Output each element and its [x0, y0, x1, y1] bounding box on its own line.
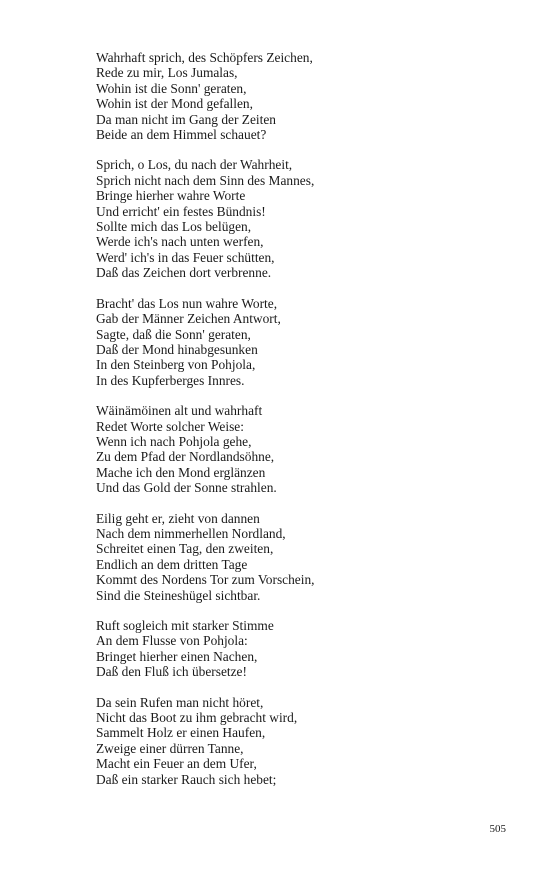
stanza — [96, 296, 496, 388]
poem-line: Bringe hierher wahre Worte — [96, 188, 246, 204]
poem-line: Werd' ich's in das Feuer schütten, — [96, 249, 275, 265]
poem-line: Und das Gold der Sonne strahlen. — [96, 480, 277, 496]
poem-line: Sagte, daß die Sonn' geraten, — [96, 326, 251, 342]
poem-line: Und erricht' ein festes Bündnis! — [96, 203, 266, 219]
poem-line: Bringet hierher einen Nachen, — [96, 648, 258, 664]
poem-line: In des Kupferberges Innres. — [96, 372, 245, 388]
poem-line: Eilig geht er, zieht von dannen — [96, 510, 260, 526]
poem-line: Wäinämöinen alt und wahrhaft — [96, 403, 263, 419]
poem-line: Mache ich den Mond erglänzen — [96, 464, 266, 480]
stanza — [96, 157, 496, 280]
poem-line: Sprich nicht nach dem Sinn des Mannes, — [96, 172, 315, 188]
poem-line: Wohin ist der Mond gefallen, — [96, 96, 253, 112]
poem-line: Sprich, o Los, du nach der Wahrheit, — [96, 157, 293, 173]
poem-line: Schreitet einen Tag, den zweiten, — [96, 541, 274, 557]
stanza — [96, 511, 496, 603]
poem-line: Sollte mich das Los belügen, — [96, 219, 252, 235]
poem-line: Werde ich's nach unten werfen, — [96, 234, 264, 250]
poem-body — [96, 50, 496, 802]
poem-line: Daß ein starker Rauch sich hebet; — [96, 771, 277, 787]
poem-line: In den Steinberg von Pohjola, — [96, 357, 256, 373]
poem-line: Daß der Mond hinabgesunken — [96, 341, 258, 357]
poem-line: Ruft sogleich mit starker Stimme — [96, 618, 274, 633]
poem-line: Redet Worte solcher Weise: — [96, 418, 244, 434]
poem-line: Da sein Rufen man nicht höret, — [96, 694, 264, 710]
poem-line: Bracht' das Los nun wahre Worte, — [96, 295, 278, 311]
poem-line: Kommt des Nordens Tor zum Vorschein, — [96, 572, 315, 588]
poem-line: Beide an dem Himmel schauet? — [96, 127, 267, 143]
poem-line: Da man nicht im Gang der Zeiten — [96, 111, 276, 127]
poem-line: Wenn ich nach Pohjola gehe, — [96, 433, 252, 449]
poem-line: Gab der Männer Zeichen Antwort, — [96, 311, 281, 327]
poem-line: Sind die Steineshügel sichtbar. — [96, 587, 261, 603]
stanza — [96, 50, 496, 142]
poem-line: Nicht das Boot zu ihm gebracht wird, — [96, 710, 298, 726]
poem-line: Zu dem Pfad der Nordlandsöhne, — [96, 449, 275, 465]
stanza — [96, 403, 496, 495]
poem-line: Wahrhaft sprich, des Schöpfers Zeichen, — [96, 50, 313, 65]
poem-line: Endlich an dem dritten Tage — [96, 556, 248, 572]
poem-line: Rede zu mir, Los Jumalas, — [96, 65, 238, 81]
poem-line: Daß das Zeichen dort verbrenne. — [96, 265, 272, 281]
poem-line: Daß den Fluß ich übersetze! — [96, 664, 247, 680]
poem-line: Macht ein Feuer an dem Ufer, — [96, 756, 257, 772]
stanza — [96, 695, 496, 787]
poem-line: Sammelt Holz er einen Haufen, — [96, 725, 266, 741]
poem-line: Zweige einer dürren Tanne, — [96, 740, 244, 756]
poem-line: Nach dem nimmerhellen Nordland, — [96, 525, 286, 541]
page-number: 505 — [489, 823, 506, 835]
stanza — [96, 618, 496, 680]
poem-line: An dem Flusse von Pohjola: — [96, 633, 248, 649]
poem-line: Wohin ist die Sonn' geraten, — [96, 80, 247, 96]
